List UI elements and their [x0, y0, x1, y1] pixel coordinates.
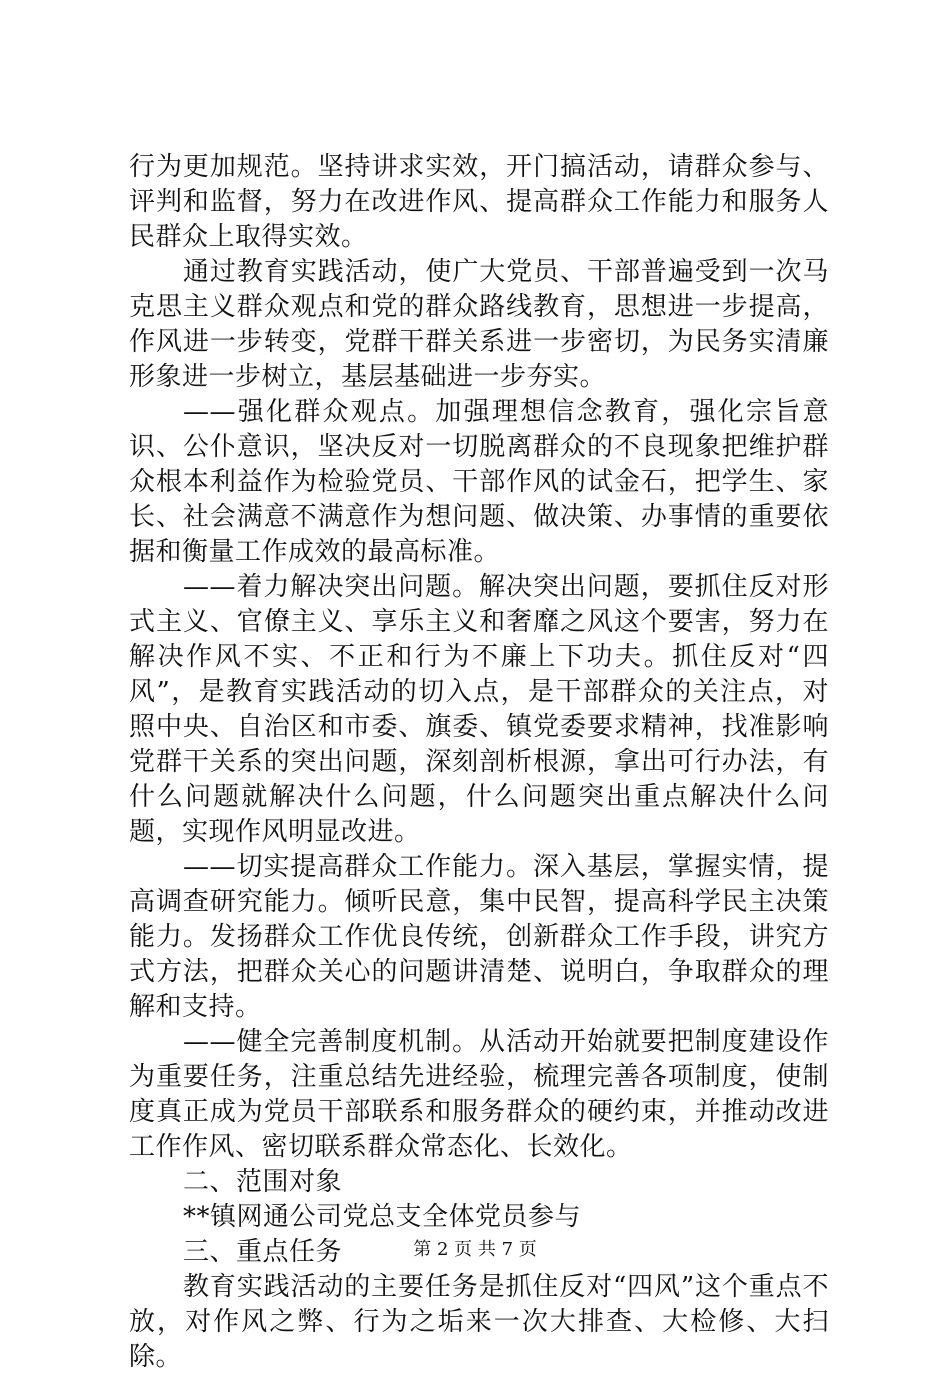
paragraph-institutions: ——健全完善制度机制。从活动开始就要把制度建设作为重要任务，注重总结先进经验，梳理完善各项制度，使制度真正成为党员干部联系和服务群众的硬约束，并推动改进工作作风、密切联系群众常态化、长效化。	[129, 1027, 829, 1162]
paragraph-activity-goal: 通过教育实践活动，使广大党员、干部普遍受到一次马克思主义群众观点和党的群众路线教育，思想进一步提高，作风进一步转变，党群干群关系进一步密切，为民务实清廉形象进一步树立，基层基础进一步夯实。	[129, 257, 829, 392]
paragraph-mass-viewpoint: ——强化群众观点。加强理想信念教育，强化宗旨意识、公仆意识，坚决反对一切脱离群众的不良现象把维护群众根本利益作为检验党员、干部作风的试金石，把学生、家长、社会满意不满意作为想问题、做决策、办事情的重要依据和衡量工作成效的最高标准。	[129, 397, 829, 567]
paragraph-solve-problems: ——着力解决突出问题。解决突出问题，要抓住反对形式主义、官僚主义、享乐主义和奢靡之风这个要害，努力在解决作风不实、不正和行为不廉上下功夫。抓住反对“四风”，是教育实践活动的切入点，是干部群众的关注点，对照中央、自治区和市委、旗委、镇党委要求精神，找准影响党群干关系的突出问题，深刻剖析根源，拿出可行办法，有什么问题就解决什么问题，什么问题突出重点解决什么问题，实现作风明显改进。	[129, 572, 829, 847]
paragraph-main-task: 教育实践活动的主要任务是抓住反对“四风”这个重点不放，对作风之弊、行为之垢来一次大排查、大检修、大扫除。	[129, 1272, 829, 1372]
page-number-footer: 第 2 页 共 7 页	[413, 1239, 537, 1260]
paragraph-work-ability: ——切实提高群众工作能力。深入基层，掌握实情，提高调查研究能力。倾听民意，集中民智，提高科学民主决策能力。发扬群众工作优良传统，创新群众工作手段，讲究方式方法，把群众关心的问题讲清楚、说明白，争取群众的理解和支持。	[129, 852, 829, 1022]
section-heading-scope: 二、范围对象	[183, 1167, 343, 1197]
document-body	[129, 150, 829, 1375]
paragraph-continuation: 行为更加规范。坚持讲求实效，开门搞活动，请群众参与、评判和监督，努力在改进作风、提高群众工作能力和服务人民群众上取得实效。	[129, 152, 829, 252]
section-heading-tasks: 三、重点任务	[183, 1237, 343, 1267]
paragraph-scope: **镇网通公司党总支全体党员参与	[183, 1202, 582, 1232]
